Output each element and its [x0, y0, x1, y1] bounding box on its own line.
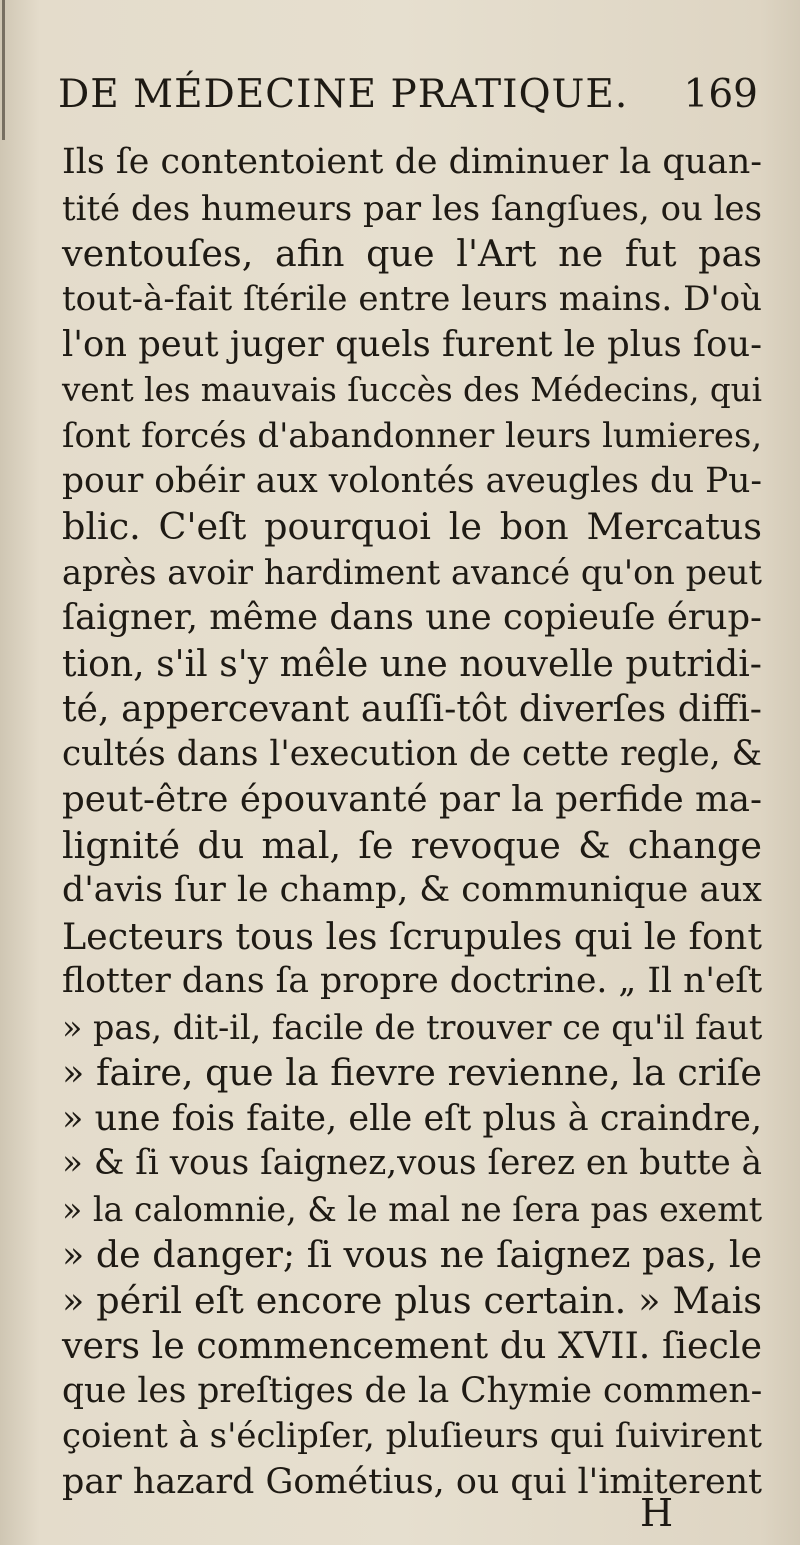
text-line: lignité du mal, ſe revoque & change	[62, 823, 762, 867]
text-line: pour obéir aux volontés aveugles du Pu-	[62, 460, 762, 501]
text-line: blic. C'eſt pourquoi le bon Mercatus	[62, 505, 762, 548]
text-line: tion, s'il s'y mêle une nouvelle putridi-	[62, 641, 762, 685]
text-line: » & ſi vous ſaignez,vous ſerez en butte à	[62, 1143, 762, 1183]
text-line: Lecteurs tous les ſcrupules qui le font	[62, 914, 762, 958]
text-line: » faire, que la fievre revienne, la criſe	[62, 1051, 762, 1094]
text-line: après avoir hardiment avancé qu'on peut	[62, 552, 762, 592]
text-line: » de danger; ſi vous ne ſaignez pas, le	[62, 1233, 762, 1276]
text-line: » pas, dit-il, facile de trouver ce qu'il faut	[62, 1007, 763, 1047]
text-line: par hazard Gométius, ou qui l'imiterent	[62, 1461, 763, 1502]
text-line: » péril eſt encore plus certain. » Mais	[62, 1278, 762, 1322]
text-line: flotter dans ſa propre doctrine. „ Il n'eſt	[62, 961, 763, 1001]
text-line: d'avis ſur le champ, & communique aux	[62, 870, 762, 910]
text-line: » une fois faite, elle eſt plus à craindre,	[62, 1097, 762, 1139]
text-line: çoient à s'éclipſer, pluſieurs qui ſuivirent	[62, 1417, 762, 1456]
body-text	[62, 140, 762, 1505]
running-title: DE MÉDECINE PRATIQUE.	[58, 72, 629, 117]
text-line: cultés dans l'execution de cette regle, &	[62, 733, 762, 774]
text-line: té, appercevant auſſi-tôt diverſes diffi-	[62, 687, 762, 730]
text-line: » la calomnie, & le mal ne ſera pas exemt	[62, 1189, 763, 1229]
text-line: ventouſes, afin que l'Art ne fut pas	[62, 232, 762, 275]
text-line: peut-être épouvanté par la perfide ma-	[62, 779, 762, 820]
text-line: que les preſtiges de la Chymie commen-	[62, 1370, 763, 1411]
text-line: l'on peut juger quels furent le plus ſou-	[62, 324, 762, 365]
text-line: vent les mauvais ſuccès des Médecins, qui	[62, 370, 763, 409]
gutter-edge	[2, 0, 5, 140]
text-line: Ils ſe contentoient de diminuer la quan-	[62, 142, 762, 182]
text-line: vers le commencement du XVII. ſiecle	[62, 1324, 762, 1367]
running-header	[58, 72, 758, 132]
text-line: tout-à-fait ſtérile entre leurs mains. D'où	[62, 278, 762, 319]
text-line: ſont forcés d'abandonner leurs lumieres,	[62, 416, 763, 455]
text-line: ſaigner, même dans une copieuſe érup-	[62, 597, 762, 638]
signature-mark: H	[640, 1491, 674, 1535]
page-number: 169	[683, 72, 758, 117]
text-line: tité des humeurs par les ſangſues, ou les	[62, 188, 762, 228]
